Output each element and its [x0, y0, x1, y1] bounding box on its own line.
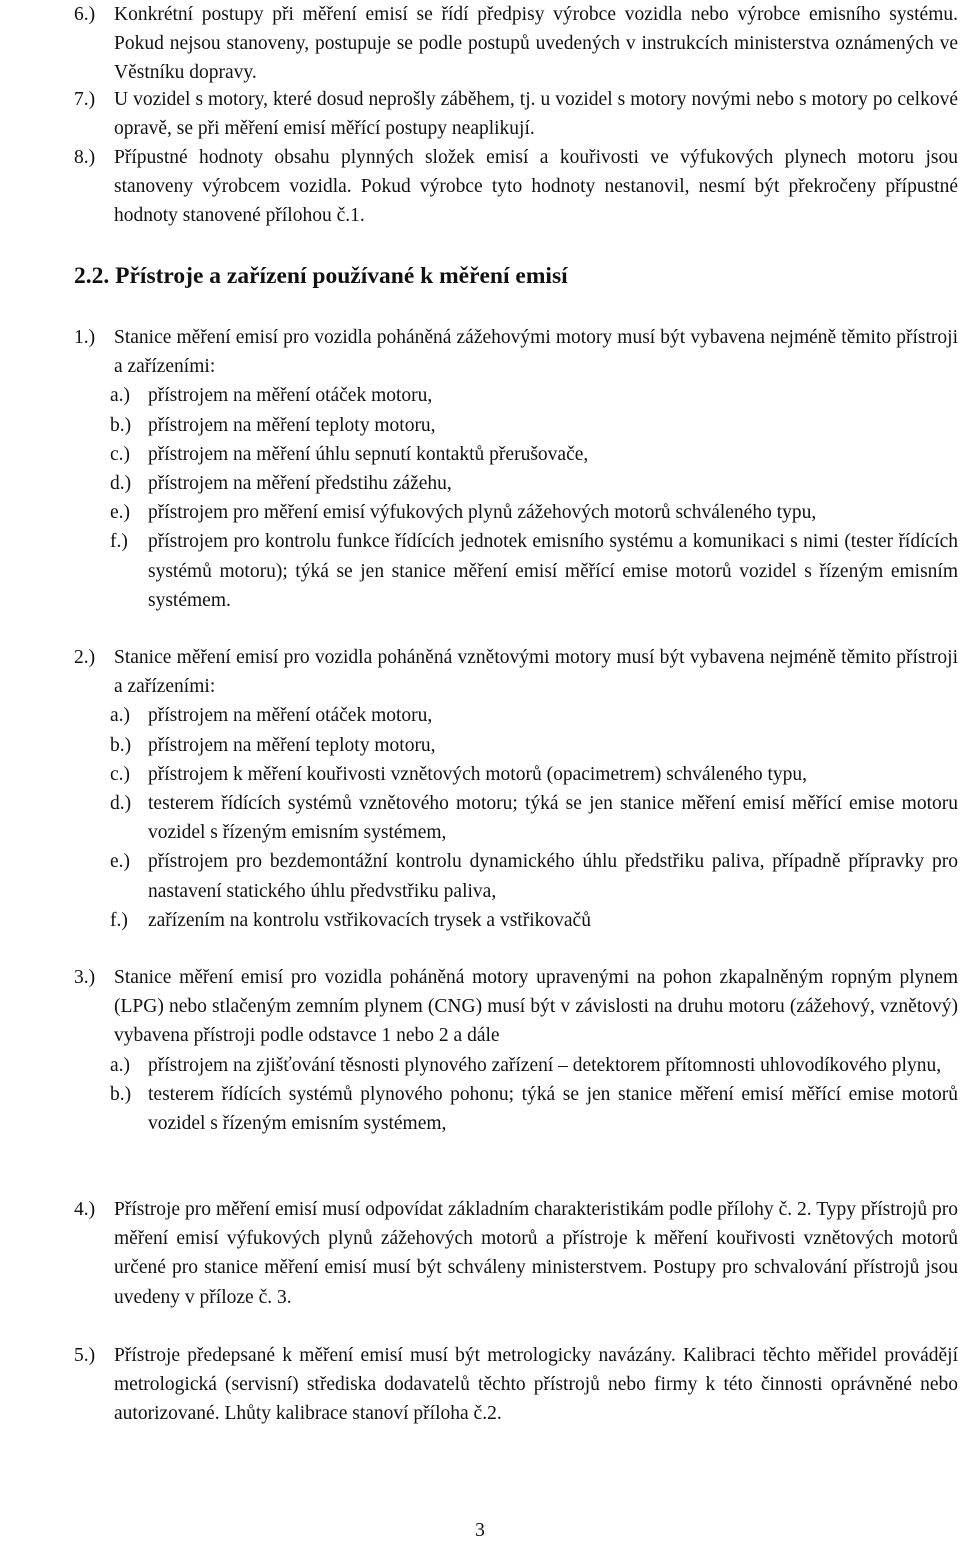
list-item [110, 847, 958, 905]
section-item-2 [74, 643, 958, 935]
list-item-letter: a.) [110, 1054, 131, 1076]
list-item-letter: c.) [110, 443, 131, 465]
section-text: Stanice měření emisí pro vozidla poháněná zážehovými motory musí být vybavena nejméně těmito přístroji a zařízeními: [114, 327, 958, 378]
list-item [110, 1080, 958, 1138]
list-item-text: přístrojem na měření otáček motoru, [148, 385, 433, 407]
section-text: Přístroje pro měření emisí musí odpovídat základním charakteristikám podle přílohy č. 2. Typy přístrojů pro měření emisí výfukových plynů zážehových motorů a přístroje k měření kouřivosti vznětových motorů určené pro stanice měření emisí musí být schváleny ministerstvem. Postupy pro schvalování přístrojů jsou uvedeny v příloze č. 3. [114, 1199, 958, 1308]
paragraph-text: U vozidel s motory, které dosud neprošly záběhem, tj. u vozidel s motory novými nebo s motory po celkové opravě, se při měření emisí měřící postupy neaplikují. [114, 89, 958, 140]
list-item-text: zařízením na kontrolu vstřikovacích trysek a vstřikovačů [148, 909, 591, 931]
section-item-1 [74, 323, 958, 615]
list-item-letter: c.) [110, 763, 131, 785]
list-item-letter: f.) [110, 531, 128, 553]
list-item-letter: a.) [110, 385, 131, 407]
list-item-text: přístrojem k měření kouřivosti vznětových motorů (opacimetrem) schváleného typu, [148, 763, 808, 785]
section-item-4 [74, 1195, 958, 1312]
list-item-text: přístrojem pro bezdemontážní kontrolu dynamického úhlu předstřiku paliva, případně přípravky pro nastavení statického úhlu předvstřiku paliva, [148, 851, 958, 902]
paragraph-7 [74, 85, 958, 143]
list-item-letter: b.) [110, 414, 132, 436]
list-item-text: přístrojem na měření otáček motoru, [148, 705, 433, 727]
page-number: 3 [475, 1520, 485, 1541]
section-item-3 [74, 963, 958, 1138]
paragraph-number: 7.) [74, 89, 96, 110]
list-item-letter: a.) [110, 705, 131, 727]
list-item [110, 469, 958, 498]
list-item-letter: f.) [110, 909, 128, 931]
list-item-text: přístrojem na měření předstihu zážehu, [148, 473, 452, 495]
section-number: 5.) [74, 1345, 96, 1366]
list-item [110, 906, 958, 935]
list-item-letter: e.) [110, 502, 131, 524]
paragraph-6 [74, 0, 958, 88]
list-item-letter: e.) [110, 851, 131, 873]
list-item [110, 1051, 958, 1080]
section-number: 2.) [74, 647, 96, 668]
paragraph-8 [74, 143, 958, 231]
list-item-text: přístrojem pro měření emisí výfukových plynů zážehových motorů schváleného typu, [148, 502, 817, 524]
list-item [110, 381, 958, 410]
list-item-letter: b.) [110, 734, 132, 756]
list-item [110, 527, 958, 615]
section-text: Stanice měření emisí pro vozidla poháněná motory upravenými na pohon zkapalněným ropným plynem (LPG) nebo stlačeným zemním plynem (CNG) musí být v závislosti na druhu motoru (zážehový, vznětový) vybavena přístroji podle odstavce 1 nebo 2 a dále [114, 967, 958, 1047]
list-item [110, 498, 958, 527]
section-number: 4.) [74, 1199, 96, 1220]
section-text: Stanice měření emisí pro vozidla poháněná vznětovými motory musí být vybavena nejméně těmito přístroji a zařízeními: [114, 647, 958, 698]
list-item-letter: d.) [110, 793, 132, 815]
list-item-text: přístrojem na zjišťování těsnosti plynového zařízení – detektorem přítomnosti uhlovodíkového plynu, [148, 1054, 942, 1076]
paragraph-number: 8.) [74, 147, 96, 168]
section-heading: 2.2. Přístroje a zařízení používané k měření emisí [74, 263, 568, 289]
section-number: 1.) [74, 327, 96, 348]
section-item-5 [74, 1341, 958, 1429]
paragraph-number: 6.) [74, 4, 96, 25]
list-item-letter: b.) [110, 1083, 132, 1105]
paragraph-text: Přípustné hodnoty obsahu plynných složek emisí a kouřivosti ve výfukových plynech motoru jsou stanoveny výrobcem vozidla. Pokud výrobce tyto hodnoty nestanovil, nesmí být překročeny přípustné hodnoty stanovené přílohou č.1. [114, 147, 958, 227]
paragraph-text: Konkrétní postupy při měření emisí se řídí předpisy výrobce vozidla nebo výrobce emisního systému. Pokud nejsou stanoveny, postupuje se podle postupů uvedených v instrukcích ministerstva oznámených ve Věstníku dopravy. [114, 4, 958, 84]
list-item [110, 731, 958, 760]
list-item-text: přístrojem pro kontrolu funkce řídících jednotek emisního systému a komunikaci s nimi (tester řídících systémů motoru); týká se jen stanice měření emisí měřící emise motorů vozidel s řízeným emisním systémem. [148, 531, 958, 611]
list-item [110, 440, 958, 469]
list-item [110, 701, 958, 730]
list-item-text: přístrojem na měření teploty motoru, [148, 414, 436, 436]
list-item-text: přístrojem na měření teploty motoru, [148, 734, 436, 756]
section-number: 3.) [74, 967, 96, 988]
list-item-text: testerem řídících systémů plynového pohonu; týká se jen stanice měření emisí měřící emise motorů vozidel s řízeným emisním systémem, [148, 1083, 958, 1135]
list-item [110, 411, 958, 440]
section-text: Přístroje předepsané k měření emisí musí být metrologicky navázány. Kalibraci těchto měřidel provádějí metrologická (servisní) střediska dodavatelů těchto přístrojů nebo firmy k této činnosti oprávněné nebo autorizované. Lhůty kalibrace stanoví příloha č.2. [114, 1345, 958, 1425]
list-item [110, 789, 958, 847]
list-item-text: přístrojem na měření úhlu sepnutí kontaktů přerušovače, [148, 443, 589, 465]
list-item [110, 760, 958, 789]
list-item-letter: d.) [110, 473, 132, 495]
list-item-text: testerem řídících systémů vznětového motoru; týká se jen stanice měření emisí měřící emise motoru vozidel s řízeným emisním systémem, [148, 793, 958, 844]
